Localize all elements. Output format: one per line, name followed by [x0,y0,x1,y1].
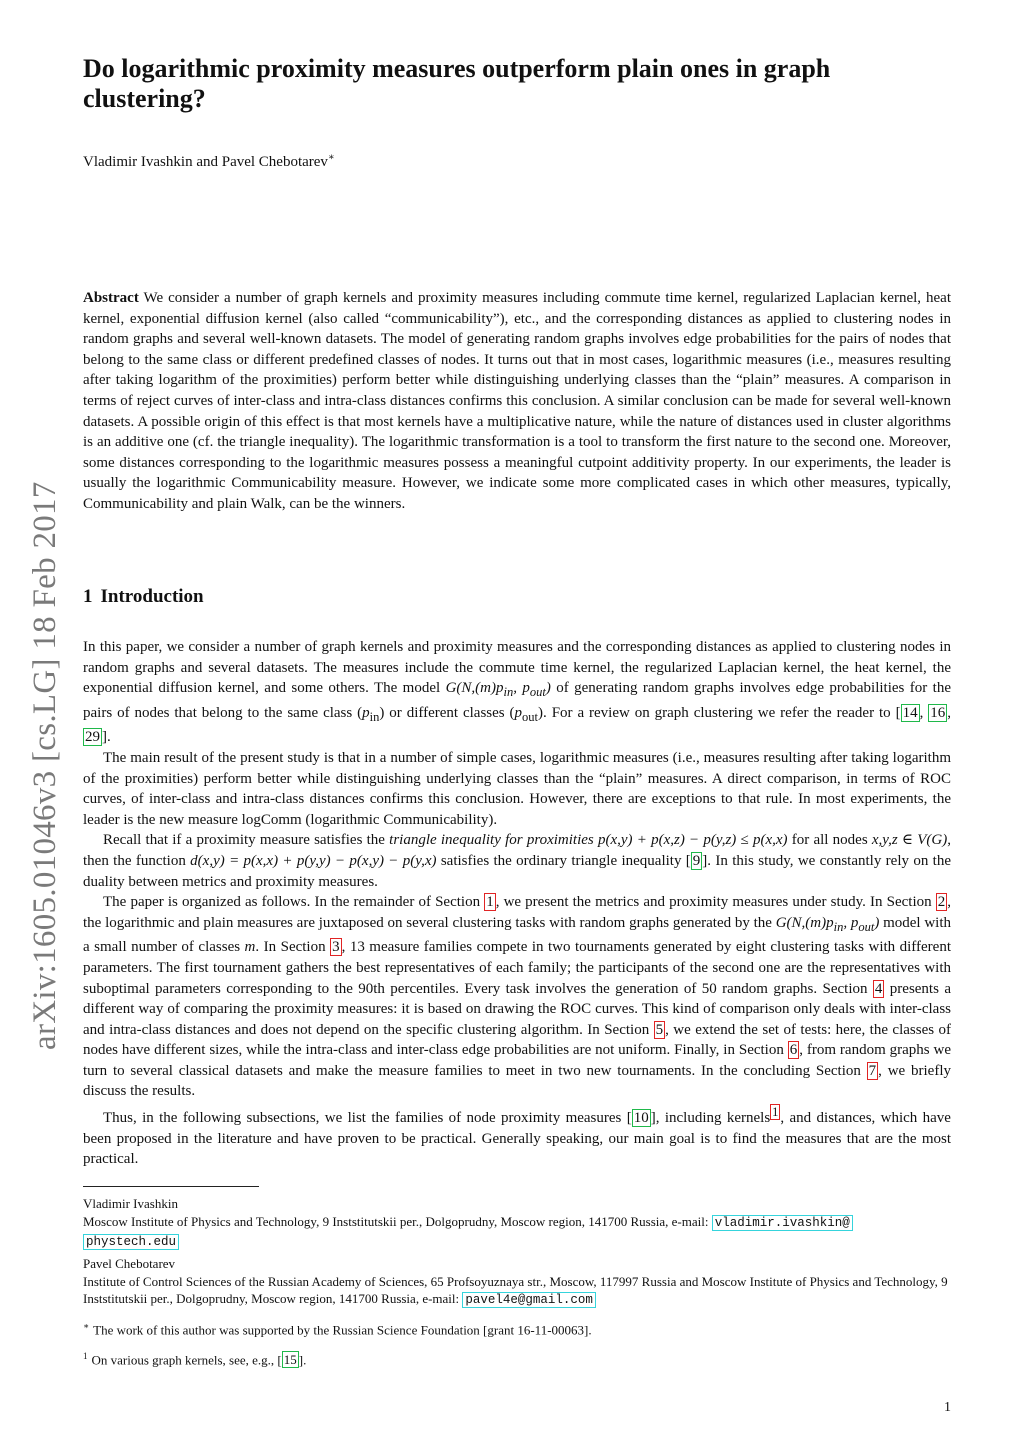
section-ref-link[interactable]: 2 [937,894,946,911]
arxiv-side-stamp: arXiv:1605.01046v3 [cs.LG] 18 Feb 2017 [27,481,63,1050]
citation-link[interactable]: 10 [633,1110,649,1127]
author-footnote-mark: ∗ [327,152,335,163]
affiliation-author-2: Pavel Chebotarev [83,1256,176,1271]
section-ref-link[interactable]: 7 [868,1062,877,1079]
section-ref-link[interactable]: 6 [789,1042,798,1059]
paper-title: Do logarithmic proximity measures outperform plain ones in graph clustering? [83,54,831,113]
email-link-2[interactable]: pavel4e@gmail.com [462,1292,596,1308]
affiliation-2 [83,1255,951,1310]
section-ref-link[interactable]: 4 [874,980,883,997]
intro-paragraph-1: In this paper, we consider a number of graph kernels and proximity measures and the corresponding distances as applied to clustering nodes in random graphs and several datasets. The measures include the commute time kernel, the regularized Laplacian kernel, the heat kernel, the exponential diffusion kernel, and some others. The model $G(N,(m)p_{in}$, $p_{out}$) of generating random graphs involves edge probabilities for the pairs of nodes that belong to the same class $(p_{in})$ or different classes $(p_{out})$. For a review on graph clustering we refer the reader to [ 14 , 16 , 29 ]. [83,639,951,746]
email-link-1-cont[interactable]: phystech.edu [83,1234,179,1250]
intro-paragraph-4: The paper is organized as follows. In the remainder of Section 1 , we present the metrics and proximity measures under study. In Section 2 , the logarithmic and plain measures are juxtaposed on several clustering tasks with random graphs generated by the $G(N,(m)p_{in}$, $p_{out}$) model with a small number of classes m. In Section 3 , 13 measure families compete in two tournaments generated by eight clustering tasks with different parameters. The first tournament gathers the best representatives of each family; the participants of the second one are the representatives with suboptimal parameters corresponding to the 90th percentiles. Every task involves the generation of 50 random graphs. Section 4 presents a different way of comparing the proximity measures: it is based on drawing the ROC curves. This kind of comparison only deals with inter-class and intra-class distances and does not depend on the specific clustering algorithm. In Section 5 , we extend the set of tests: here, the classes of nodes have different sizes, while the intra-class and inter-class edge probabilities are not uniform. Finally, in Section 6 , from random graphs we turn to several classical datasets and make the measure families to meet in two new tournaments. In the concluding Section 7 , we briefly discuss the results. [83,894,952,1100]
citation-link[interactable]: 14 [902,704,918,721]
authors [83,152,335,171]
section-ref-link[interactable]: 1 [486,894,494,911]
footnote-1-mark: 1 [83,1351,88,1361]
section-heading [83,586,212,608]
citation-link[interactable]: 16 [930,704,946,721]
authors-names: Vladimir Ivashkin and Pavel Chebotarev [83,154,328,170]
footnote-star-text: The work of this author was supported by the Russian Science Foundation [grant 16-11-00063]. [93,1322,592,1338]
abstract-label: Abstract [83,290,139,306]
section-title: Introduction [100,586,204,607]
section-number: 1 [83,586,93,607]
section-ref-link[interactable]: 5 [655,1021,664,1038]
email-link-1[interactable]: vladimir.ivashkin@ [712,1215,853,1231]
affiliation-text-1: Moscow Institute of Physics and Technology, 9 Inststitutskii per., Dolgoprudny, Moscow region, 141700 Russia, e-mail: vladimir.ivashkin@ phystech.edu [83,1213,951,1252]
intro-paragraph-5: Thus, in the following subsections, we list the families of node proximity measures [ 10 ], including kernels $^1$ , and distances, which have been proposed in the literature and have proven to be practical. Generally speaking, our main goal is to find the measures that are the most practical. [83,1105,951,1168]
intro-paragraph-2: The main result of the present study is that in a number of simple cases, logarithmic measures (i.e., measures resulting after taking logarithm of the proximities) perform better while distinguishing underlying classes than the “plain” measures. A direct comparison, in terms of ROC curves, of inter-class and intra-class distances confirms this conclusion. However, there are exceptions to that rule. In most experiments, the leader is the new measure logComm (logarithmic Communicability). [83,749,951,828]
abstract [83,288,951,515]
page-number: 1 [944,1400,951,1415]
section-ref-link[interactable]: 3 [332,939,340,956]
intro-paragraph-3: Recall that if a proximity measure satisfies the triangle inequality for proximities p(x,y) + p(x,z) − p(y,z) ≤ p(x,x) for all nodes x,y,z ∈ V(G), then the function d(x,y) = p(x,x) + p(y,y) − p(x,y) − p(y,x) satisfies the ordinary triangle inequality [ 9 ]. In this study, we constantly rely on the duality between metrics and proximity measures. [83,832,951,890]
affiliation-text-2: Institute of Control Sciences of the Russian Academy of Sciences, 65 Profsoyuznaya str., Moscow, 117997 Russia and Moscow Institute of Physics and Technology, 9 Inststitutskii per., Dolgoprudny, Moscow region, 141700 Russia, e-mail: pavel4e@gmail.com [83,1273,948,1307]
abstract-text: We consider a number of graph kernels and proximity measures including commute time kernel, regularized Laplacian kernel, heat kernel, exponential diffusion kernel (also called “communicability”), etc., and the corresponding distances as applied to clustering nodes in random graphs and several well-known datasets. The model of generating random graphs involves edge probabilities for the pairs of nodes that belong to the same class or different predefined classes of nodes. It turns out that in most cases, logarithmic measures (i.e., measures resulting after taking logarithm of the proximities) perform better while distinguishing underlying classes than the “plain” measures. A comparison in terms of reject curves of inter-class and intra-class distances confirms this conclusion. A similar conclusion can be made for several well-known datasets. A possible origin of this effect is that most kernels have a multiplicative nature, while the nature of distances used in cluster algorithms is an additive one (cf. the triangle inequality). The logarithmic transformation is a tool to transform the first nature to the second one. Moreover, some distances corresponding to the logarithmic measures possess a meaningful cutpoint additivity property. In our experiments, the leader is usually the logarithmic Communicability measure. However, we indicate some more complicated cases in which other measures, typically, Communicability and plain Walk, can be the winners. [83,290,951,512]
affiliation-1 [83,1195,951,1252]
footnote-1: $^1$ On various graph kernels, see, e.g., [ 15 ]. [83,1351,307,1368]
footnote-ref-link[interactable]: 1 [772,1105,779,1120]
citation-link[interactable]: 29 [85,729,100,746]
footnote-star-mark: ∗ [83,1321,90,1331]
footnote-divider [83,1186,259,1187]
introduction-body [83,637,951,1170]
citation-link[interactable]: 9 [692,852,701,869]
affiliation-author-1: Vladimir Ivashkin [83,1196,178,1211]
footnote-star [83,1318,592,1338]
citation-link[interactable]: 15 [283,1352,297,1368]
